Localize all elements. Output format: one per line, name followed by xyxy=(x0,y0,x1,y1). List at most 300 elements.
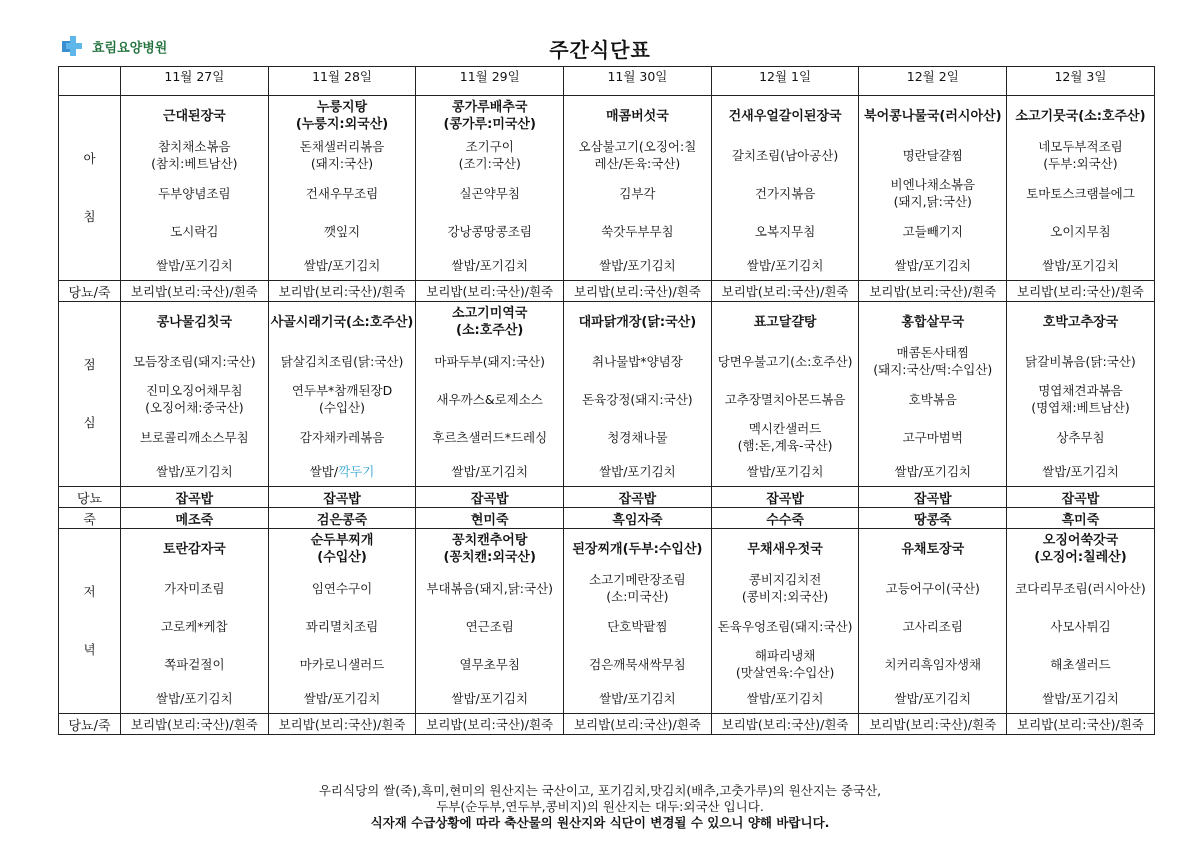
side-dish xyxy=(859,174,1006,212)
menu-cell xyxy=(121,302,269,487)
menu-cell xyxy=(711,529,859,714)
side-dish xyxy=(859,250,1006,280)
side-dish xyxy=(416,212,563,250)
main-dish-line: 무채새우젓국 xyxy=(747,541,823,557)
side-dish xyxy=(1007,136,1154,174)
main-dish-line: 유채토장국 xyxy=(901,541,965,557)
side-dish xyxy=(859,342,1006,380)
menu-cell xyxy=(268,96,416,281)
main-dish-line: 근대된장국 xyxy=(162,108,226,124)
meal-label-char: 저 xyxy=(83,584,96,599)
dinner-row xyxy=(59,529,1155,714)
side-dish-line: 고들빼기지 xyxy=(902,223,963,239)
meal-label-char: 침 xyxy=(83,209,96,224)
main-dish xyxy=(121,302,268,342)
day-header: 12월 2일 xyxy=(859,67,1007,96)
side-dish xyxy=(712,174,859,212)
side-dish-line: (돼지:국산/떡:수입산) xyxy=(873,362,993,377)
porridge-cell: 메조죽 xyxy=(121,508,269,529)
side-dish-part: 쌀밥/ xyxy=(309,463,339,479)
side-dish-line: 닭살김치조림(닭:국산) xyxy=(280,353,404,369)
diet-cell: 보리밥(보리:국산)/흰죽 xyxy=(121,714,269,735)
main-dish-line: 북어콩나물국(러시아산) xyxy=(864,108,1002,124)
side-dish-line: 쌀밥/포기김치 xyxy=(746,690,824,706)
side-dish-line: (오징어채:중국산) xyxy=(145,400,244,415)
main-dish-line: (수입산) xyxy=(317,550,367,565)
main-dish-line: (누룽지:외국산) xyxy=(295,117,389,132)
side-dish-line: 당면우불고기(소:호주산) xyxy=(717,353,853,369)
hospital-name: 효림요양병원 xyxy=(92,40,168,56)
side-dish-line: 돈채샐러리볶음 xyxy=(299,139,385,154)
side-dish xyxy=(859,683,1006,713)
main-dish-line: (콩가루:미국산) xyxy=(443,117,536,132)
side-dish xyxy=(859,212,1006,250)
side-dish xyxy=(269,212,416,250)
diet-cell: 보리밥(보리:국산)/흰죽 xyxy=(711,714,859,735)
side-dish-line: 콩비지김치전 xyxy=(748,572,822,587)
menu-cell xyxy=(1007,96,1155,281)
side-dish-line: 브로콜리깨소스무침 xyxy=(140,429,249,445)
side-dish-line: 단호박팥찜 xyxy=(607,618,668,634)
dinner-label xyxy=(59,529,121,714)
porridge-cell: 검은콩죽 xyxy=(268,508,416,529)
side-dish xyxy=(121,418,268,456)
main-dish xyxy=(859,302,1006,342)
diet-cell: 잡곡밥 xyxy=(1007,487,1155,508)
porridge-label: 죽 xyxy=(59,508,121,529)
side-dish-line: 쌀밥/포기김치 xyxy=(451,463,529,479)
side-dish xyxy=(1007,645,1154,683)
main-dish xyxy=(564,96,711,136)
side-dish-line: (조기:국산) xyxy=(458,156,521,171)
side-dish xyxy=(416,342,563,380)
side-dish-line: 실곤약무침 xyxy=(459,185,520,201)
menu-cell xyxy=(1007,529,1155,714)
side-dish-line: 쌀밥/포기김치 xyxy=(1042,463,1119,479)
side-dish xyxy=(416,418,563,456)
diet-cell: 보리밥(보리:국산)/흰죽 xyxy=(859,281,1007,302)
side-dish-line: 건새우무조림 xyxy=(305,185,379,201)
side-dish xyxy=(712,250,859,280)
side-dish-line: 새우까스&로제소스 xyxy=(436,391,543,407)
diet-cell: 잡곡밥 xyxy=(859,487,1007,508)
porridge-cell: 흑임자죽 xyxy=(564,508,712,529)
side-dish xyxy=(859,607,1006,645)
side-dish xyxy=(121,342,268,380)
side-dish-line: 고로케*케찹 xyxy=(161,618,228,634)
side-dish xyxy=(121,174,268,212)
main-dish-line: 소고기뭇국(소:호주산) xyxy=(1015,108,1146,124)
side-dish-line: 쌀밥/포기김치 xyxy=(156,690,233,706)
menu-cell xyxy=(121,96,269,281)
side-dish xyxy=(269,380,416,418)
side-dish xyxy=(859,569,1006,607)
side-dish-line: 모듬장조림(돼지:국산) xyxy=(133,353,256,369)
side-dish xyxy=(564,380,711,418)
side-dish xyxy=(564,645,711,683)
side-dish xyxy=(564,250,711,280)
main-dish xyxy=(712,529,859,569)
main-dish xyxy=(712,96,859,136)
diet-cell: 보리밥(보리:국산)/흰죽 xyxy=(268,281,416,302)
main-dish xyxy=(416,96,563,136)
main-dish xyxy=(269,302,416,342)
side-dish xyxy=(269,250,416,280)
main-dish-line: 토란감자국 xyxy=(162,541,226,557)
side-dish xyxy=(564,607,711,645)
day-header: 11월 27일 xyxy=(121,67,269,96)
side-dish-line: 매콤돈사태찜 xyxy=(896,345,969,360)
side-dish-line: 꽈리멸치조림 xyxy=(305,618,379,634)
side-dish-line: 돈육우엉조림(돼지:국산) xyxy=(717,618,853,634)
porridge-cell: 수수죽 xyxy=(711,508,859,529)
side-dish-line: 쌀밥/포기김치 xyxy=(599,257,676,273)
side-dish-line: 쌀밥/포기김치 xyxy=(894,463,972,479)
main-dish xyxy=(712,302,859,342)
side-dish-line: 멕시칸샐러드 xyxy=(748,421,822,436)
side-dish xyxy=(564,212,711,250)
main-dish-line: 대파닭개장(닭:국산) xyxy=(578,314,697,330)
main-dish-line: 콩가루배추국 xyxy=(452,100,528,115)
diet-cell: 보리밥(보리:국산)/흰죽 xyxy=(564,281,712,302)
breakfast-diet-row xyxy=(59,281,1155,302)
side-dish xyxy=(712,569,859,607)
side-dish xyxy=(859,418,1006,456)
day-header: 11월 30일 xyxy=(564,67,712,96)
main-dish-line: 꽁치캔추어탕 xyxy=(452,533,528,548)
meal-label-char: 녁 xyxy=(83,642,96,657)
side-dish xyxy=(269,418,416,456)
main-dish xyxy=(1007,96,1154,136)
side-dish xyxy=(712,418,859,456)
main-dish xyxy=(416,302,563,342)
main-dish xyxy=(1007,529,1154,569)
side-dish xyxy=(416,174,563,212)
lunch-diet-row xyxy=(59,487,1155,508)
menu-cell xyxy=(564,529,712,714)
side-dish-line: 쌀밥/포기김치 xyxy=(1042,257,1119,273)
side-dish-line: 연두부*참깨된장D xyxy=(291,383,393,398)
side-dish xyxy=(121,645,268,683)
diet-label: 당뇨/죽 xyxy=(59,281,121,302)
side-dish xyxy=(1007,683,1154,713)
day-header: 11월 29일 xyxy=(416,67,564,96)
side-dish-line: 부대볶음(돼지,닭:국산) xyxy=(426,580,554,596)
side-dish xyxy=(564,569,711,607)
diet-cell: 보리밥(보리:국산)/흰죽 xyxy=(859,714,1007,735)
side-dish xyxy=(121,569,268,607)
menu-cell xyxy=(564,96,712,281)
side-dish xyxy=(416,136,563,174)
side-dish-line: 닭갈비볶음(닭:국산) xyxy=(1025,353,1136,369)
side-dish-line: 연근조림 xyxy=(465,618,514,634)
side-dish xyxy=(1007,607,1154,645)
side-dish-line: 쌀밥/포기김치 xyxy=(1042,690,1119,706)
diet-cell: 보리밥(보리:국산)/흰죽 xyxy=(564,714,712,735)
porridge-cell: 땅콩죽 xyxy=(859,508,1007,529)
side-dish-line: 상추무침 xyxy=(1056,429,1105,445)
main-dish-line: 매콤버섯국 xyxy=(606,108,669,124)
side-dish-line: 조기구이 xyxy=(465,139,514,154)
side-dish-line: 레산/돈육:국산) xyxy=(594,156,681,171)
menu-cell xyxy=(1007,302,1155,487)
side-dish-line: 강낭콩땅콩조림 xyxy=(447,223,532,239)
side-dish xyxy=(269,342,416,380)
side-dish xyxy=(269,136,416,174)
side-dish-line: 쌀밥/포기김치 xyxy=(894,257,972,273)
side-dish-line: 사모사튀김 xyxy=(1050,618,1111,634)
side-dish-line: 두부양념조림 xyxy=(158,185,231,201)
side-dish xyxy=(859,456,1006,486)
side-dish-line: (돼지,닭:국산) xyxy=(893,194,972,209)
side-dish xyxy=(1007,212,1154,250)
dinner-diet-row xyxy=(59,714,1155,735)
diet-label: 당뇨/죽 xyxy=(59,714,121,735)
side-dish xyxy=(564,683,711,713)
side-dish xyxy=(1007,174,1154,212)
side-dish-line: (돼지:국산) xyxy=(310,156,374,171)
day-header: 12월 3일 xyxy=(1007,67,1155,96)
meal-label-char: 심 xyxy=(83,415,96,430)
side-dish xyxy=(859,645,1006,683)
side-dish-line xyxy=(269,463,416,480)
side-dish-line: 마카로니샐러드 xyxy=(299,656,385,672)
side-dish-line: 깻잎지 xyxy=(323,223,361,239)
menu-cell xyxy=(859,529,1007,714)
main-dish-line: 홍합살무국 xyxy=(901,314,965,330)
side-dish-line: 오삼불고기(오징어:칠 xyxy=(578,139,697,154)
side-dish-line: 김부각 xyxy=(619,185,656,201)
side-dish xyxy=(712,683,859,713)
footer-line: 식자재 수급상황에 따라 축산물의 원산지와 식단이 변경될 수 있으니 양해 바랍니다. xyxy=(370,815,830,830)
main-dish xyxy=(1007,302,1154,342)
side-dish-line: 호박볶음 xyxy=(908,391,957,407)
side-dish-line: 열무초무침 xyxy=(459,656,520,672)
side-dish-line: 쌀밥/포기김치 xyxy=(303,690,381,706)
main-dish xyxy=(859,529,1006,569)
main-dish-line: 사골시래기국(소:호주산) xyxy=(270,314,414,330)
diet-cell: 잡곡밥 xyxy=(416,487,564,508)
side-dish xyxy=(1007,418,1154,456)
side-dish xyxy=(859,380,1006,418)
side-dish-line: 쑥갓두부무침 xyxy=(601,223,674,239)
side-dish-line: 임연수구이 xyxy=(311,580,373,596)
side-dish-line: (콩비지:외국산) xyxy=(741,589,829,604)
main-dish-line: 순두부찌개 xyxy=(310,533,374,548)
meal-label-char: 점 xyxy=(83,357,96,372)
side-dish-line: 코다리무조림(러시아산) xyxy=(1015,580,1146,596)
diet-cell: 보리밥(보리:국산)/흰죽 xyxy=(711,281,859,302)
lunch-label xyxy=(59,302,121,487)
side-dish xyxy=(269,607,416,645)
page-title: 주간식단표 xyxy=(549,38,651,62)
side-dish-line: 진미오징어채무침 xyxy=(146,383,243,398)
main-dish-line: 호박고추장국 xyxy=(1042,314,1119,330)
side-dish-line: 쌀밥/포기김치 xyxy=(746,257,824,273)
main-dish-line: 건새우얼갈이된장국 xyxy=(728,108,842,124)
side-dish-line: 고사리조림 xyxy=(902,618,963,634)
side-dish xyxy=(416,380,563,418)
page-header xyxy=(0,0,1200,66)
menu-cell xyxy=(416,96,564,281)
side-dish-line: (수입산) xyxy=(319,400,366,415)
side-dish-line: (햄:돈,계육-국산) xyxy=(737,438,833,453)
side-dish xyxy=(1007,250,1154,280)
side-dish-line: 소고기메란장조림 xyxy=(589,572,686,587)
side-dish xyxy=(121,136,268,174)
weekly-menu-table xyxy=(58,66,1155,735)
side-dish xyxy=(416,607,563,645)
main-dish-line: (오징어:칠레산) xyxy=(1034,550,1127,565)
side-dish xyxy=(121,683,268,713)
side-dish xyxy=(1007,456,1154,486)
side-dish-line: 고등어구이(국산) xyxy=(885,580,980,596)
side-dish-line: 쪽파겉절이 xyxy=(164,656,225,672)
side-dish-line: 쌀밥/포기김치 xyxy=(451,690,529,706)
side-dish xyxy=(416,456,563,486)
side-dish xyxy=(712,456,859,486)
menu-cell xyxy=(416,529,564,714)
side-dish-line: 명란달걀찜 xyxy=(902,147,963,163)
side-dish xyxy=(121,456,268,486)
side-dish xyxy=(416,569,563,607)
side-dish-line: (두부:외국산) xyxy=(1043,156,1118,171)
diet-cell: 보리밥(보리:국산)/흰죽 xyxy=(268,714,416,735)
side-dish xyxy=(712,380,859,418)
main-dish-line: 소고기미역국 xyxy=(452,306,528,321)
menu-cell xyxy=(268,529,416,714)
diet-cell: 잡곡밥 xyxy=(564,487,712,508)
diet-cell: 보리밥(보리:국산)/흰죽 xyxy=(416,281,564,302)
menu-cell xyxy=(416,302,564,487)
side-dish-line: 참치채소볶음 xyxy=(158,139,231,154)
side-dish-line: 쌀밥/포기김치 xyxy=(599,690,676,706)
diet-cell: 잡곡밥 xyxy=(121,487,269,508)
menu-cell xyxy=(121,529,269,714)
menu-cell xyxy=(268,302,416,487)
main-dish-line: (소:호주산) xyxy=(456,323,524,338)
main-dish xyxy=(269,96,416,136)
main-dish xyxy=(121,529,268,569)
corner-cell xyxy=(59,67,121,96)
side-dish xyxy=(564,342,711,380)
side-dish xyxy=(564,136,711,174)
side-dish xyxy=(564,418,711,456)
side-dish-line: 도시락김 xyxy=(170,223,219,239)
diet-cell: 잡곡밥 xyxy=(711,487,859,508)
side-dish xyxy=(1007,342,1154,380)
day-header-row xyxy=(59,67,1155,96)
side-dish xyxy=(121,212,268,250)
main-dish xyxy=(416,529,563,569)
side-dish xyxy=(1007,380,1154,418)
side-dish-line: 비엔나채소볶음 xyxy=(890,177,976,192)
side-dish xyxy=(269,456,416,486)
side-dish xyxy=(712,136,859,174)
side-dish-line: 갈치조림(남아공산) xyxy=(731,147,839,163)
side-dish xyxy=(269,683,416,713)
menu-cell xyxy=(564,302,712,487)
side-dish xyxy=(121,380,268,418)
side-dish-line: 청경채나물 xyxy=(607,429,668,445)
diet-cell: 보리밥(보리:국산)/흰죽 xyxy=(1007,714,1155,735)
side-dish-line: 감자채카레볶음 xyxy=(299,429,385,445)
day-header: 12월 1일 xyxy=(711,67,859,96)
main-dish xyxy=(269,529,416,569)
side-dish-line: 건가지볶음 xyxy=(754,185,816,201)
side-dish xyxy=(416,250,563,280)
meal-label-char: 아 xyxy=(83,151,96,166)
diet-label: 당뇨 xyxy=(59,487,121,508)
side-dish-line: (소:미국산) xyxy=(606,589,669,604)
porridge-cell: 현미죽 xyxy=(416,508,564,529)
side-dish xyxy=(712,342,859,380)
breakfast-row xyxy=(59,96,1155,281)
main-dish-line: 표고달걀탕 xyxy=(753,314,817,330)
side-dish-line: 마파두부(돼지:국산) xyxy=(434,353,545,369)
side-dish xyxy=(712,212,859,250)
side-dish-line: (맛살연육:수입산) xyxy=(735,665,835,680)
menu-cell xyxy=(859,96,1007,281)
footer-line: 두부(순두부,연두부,콩비지)의 원산지는 대두:외국산 입니다. xyxy=(436,799,764,814)
main-dish-line: 된장찌개(두부:수입산) xyxy=(572,541,703,557)
side-dish-line: 해초샐러드 xyxy=(1050,656,1111,672)
side-dish-line: 쌀밥/포기김치 xyxy=(451,257,529,273)
lunch-row xyxy=(59,302,1155,487)
side-dish-line: 명엽채견과볶음 xyxy=(1038,383,1123,398)
footer-notice xyxy=(0,783,1200,831)
side-dish-line: 토마토스크램블에그 xyxy=(1026,185,1135,201)
main-dish xyxy=(859,96,1006,136)
breakfast-label xyxy=(59,96,121,281)
side-dish-line: 해파리냉채 xyxy=(754,648,816,663)
side-dish xyxy=(121,250,268,280)
side-dish xyxy=(121,607,268,645)
side-dish-line: 쌀밥/포기김치 xyxy=(599,463,676,479)
main-dish-line: (꽁치캔:외국산) xyxy=(443,550,536,565)
side-dish-line: 오이지무침 xyxy=(1050,223,1111,239)
side-dish-line: 쌀밥/포기김치 xyxy=(894,690,972,706)
side-dish xyxy=(269,645,416,683)
side-dish xyxy=(269,174,416,212)
side-dish-line: 네모두부적조림 xyxy=(1038,139,1123,154)
main-dish-line: 오징어쑥갓국 xyxy=(1042,533,1119,548)
main-dish-line: 누룽지탕 xyxy=(316,100,368,115)
diet-cell: 보리밥(보리:국산)/흰죽 xyxy=(416,714,564,735)
main-dish xyxy=(564,529,711,569)
side-dish-line: 쌀밥/포기김치 xyxy=(303,257,381,273)
diet-cell: 보리밥(보리:국산)/흰죽 xyxy=(1007,281,1155,302)
side-dish xyxy=(564,456,711,486)
side-dish xyxy=(416,683,563,713)
side-dish-line: 후르츠샐러드*드레싱 xyxy=(432,429,548,445)
side-dish xyxy=(712,607,859,645)
menu-cell xyxy=(711,96,859,281)
side-dish-part: 깍두기 xyxy=(338,463,375,479)
diet-cell: 잡곡밥 xyxy=(268,487,416,508)
side-dish-line: 취나물밥*양념장 xyxy=(592,353,683,369)
side-dish xyxy=(269,569,416,607)
side-dish-line: (참치:베트남산) xyxy=(151,156,238,171)
menu-cell xyxy=(859,302,1007,487)
side-dish xyxy=(564,174,711,212)
main-dish-line: 콩나물김칫국 xyxy=(156,314,233,330)
side-dish xyxy=(859,136,1006,174)
main-dish xyxy=(121,96,268,136)
main-dish xyxy=(564,302,711,342)
lunch-porridge-row xyxy=(59,508,1155,529)
side-dish-line: 쌀밥/포기김치 xyxy=(746,463,824,479)
